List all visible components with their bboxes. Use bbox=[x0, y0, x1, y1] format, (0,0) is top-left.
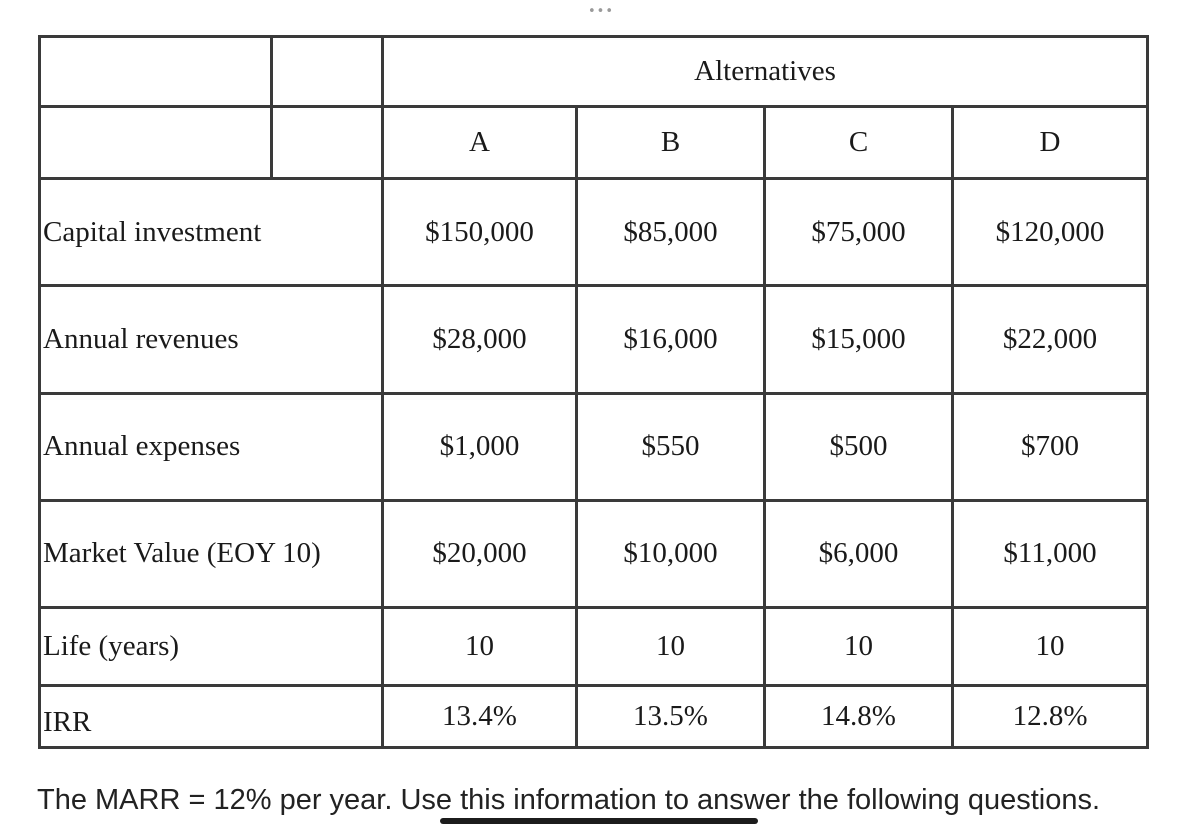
row-label: IRR bbox=[40, 686, 383, 748]
blank-cell bbox=[40, 107, 272, 179]
table-cell: $6,000 bbox=[765, 500, 953, 607]
column-header-row bbox=[40, 107, 1148, 179]
table-cell: 13.4% bbox=[383, 686, 577, 748]
row-label: Annual revenues bbox=[40, 286, 383, 393]
column-header-a: A bbox=[383, 107, 577, 179]
table-cell: $120,000 bbox=[953, 179, 1148, 286]
table-cell: 10 bbox=[577, 607, 765, 685]
column-header-d: D bbox=[953, 107, 1148, 179]
table-cell: $150,000 bbox=[383, 179, 577, 286]
table-cell: $500 bbox=[765, 393, 953, 500]
table-cell: 13.5% bbox=[577, 686, 765, 748]
table-cell: $10,000 bbox=[577, 500, 765, 607]
column-header-c: C bbox=[765, 107, 953, 179]
table-cell: 10 bbox=[765, 607, 953, 685]
table-cell: $1,000 bbox=[383, 393, 577, 500]
row-label: Capital investment bbox=[40, 179, 383, 286]
blank-cell bbox=[272, 37, 383, 107]
alternatives-header: Alternatives bbox=[383, 37, 1148, 107]
table-row bbox=[40, 179, 1148, 286]
table-cell: 10 bbox=[383, 607, 577, 685]
table-row bbox=[40, 686, 1148, 748]
instruction-text: The MARR = 12% per year. Use this information to answer the following questions. bbox=[37, 784, 1101, 816]
column-header-b: B bbox=[577, 107, 765, 179]
table-cell: $550 bbox=[577, 393, 765, 500]
table-cell: $85,000 bbox=[577, 179, 765, 286]
table-cell: 12.8% bbox=[953, 686, 1148, 748]
alternatives-table bbox=[38, 35, 1149, 749]
row-label: Annual expenses bbox=[40, 393, 383, 500]
table-row bbox=[40, 286, 1148, 393]
table-row bbox=[40, 393, 1148, 500]
row-label: Market Value (EOY 10) bbox=[40, 500, 383, 607]
table-cell: 14.8% bbox=[765, 686, 953, 748]
blank-cell bbox=[40, 37, 272, 107]
table-cell: $28,000 bbox=[383, 286, 577, 393]
table-cell: $15,000 bbox=[765, 286, 953, 393]
table-cell: $16,000 bbox=[577, 286, 765, 393]
blank-cell bbox=[272, 107, 383, 179]
table-cell: $700 bbox=[953, 393, 1148, 500]
table-cell: $20,000 bbox=[383, 500, 577, 607]
table-cell: $11,000 bbox=[953, 500, 1148, 607]
table-cell: $22,000 bbox=[953, 286, 1148, 393]
more-options-icon[interactable]: ••• bbox=[588, 4, 615, 19]
row-label: Life (years) bbox=[40, 607, 383, 685]
group-header-row bbox=[40, 37, 1148, 107]
table-cell: 10 bbox=[953, 607, 1148, 685]
table-cell: $75,000 bbox=[765, 179, 953, 286]
table-row bbox=[40, 500, 1148, 607]
table-row bbox=[40, 607, 1148, 685]
scroll-indicator[interactable] bbox=[440, 818, 758, 824]
